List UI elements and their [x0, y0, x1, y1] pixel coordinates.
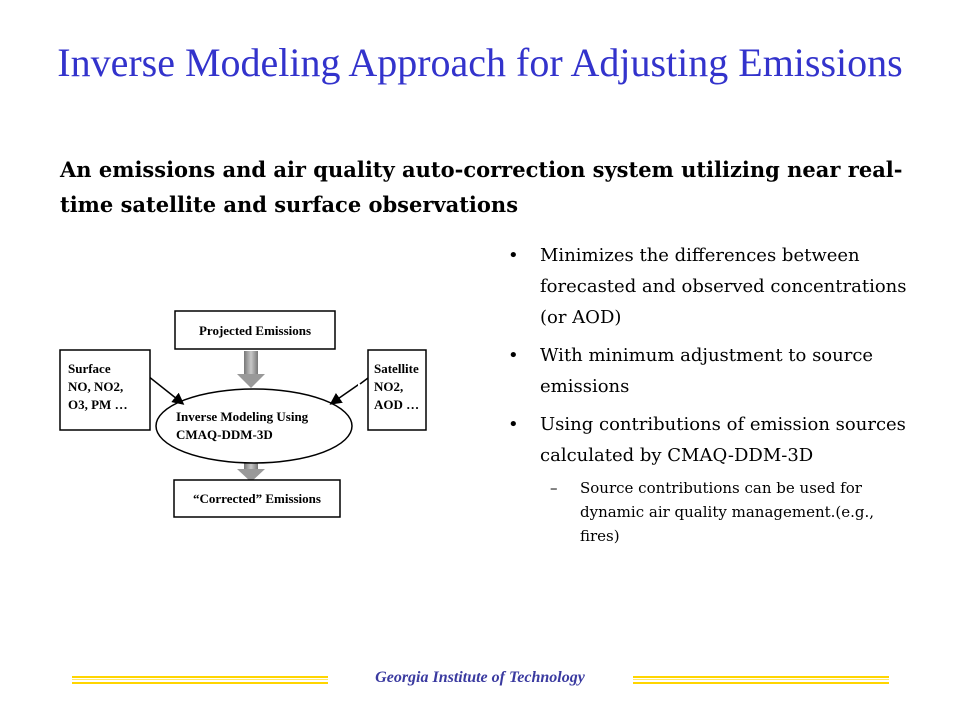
sub-bullet-text: Source contributions can be used for dynamic air quality management.(e.g., fires): [580, 479, 875, 545]
diagram-svg: [58, 300, 358, 530]
center-ellipse: [156, 389, 352, 463]
footer: [0, 668, 960, 692]
inverse-modeling-diagram: [58, 300, 358, 534]
surface-line2: O3, PM …: [68, 397, 128, 412]
bullet-dot: •: [508, 345, 519, 366]
surface-arrow: [148, 376, 182, 403]
bullet-text: Minimizes the differences between forecasted and observed concentrations (or AOD): [540, 245, 907, 328]
surface-line1: NO, NO2,: [68, 379, 124, 394]
bullet-dot: •: [508, 245, 519, 266]
sub-bullet-dash: –: [550, 479, 558, 497]
corrected-label: “Corrected” Emissions: [193, 491, 321, 506]
center-line2: CMAQ-DDM-3D: [176, 427, 273, 442]
bullet-item: [508, 409, 908, 471]
projected-label: Projected Emissions: [198, 323, 312, 338]
footer-rule-left: [72, 676, 328, 684]
surface-title: Surface: [68, 361, 111, 376]
bullet-list: [508, 240, 908, 548]
slide-subtitle: An emissions and air quality auto-correction system utilizing near real-time satellite and surface observations: [60, 157, 903, 217]
bullet-item: [508, 240, 908, 333]
bullet-text: With minimum adjustment to source emissions: [540, 345, 874, 397]
footer-rule-right: [633, 676, 889, 684]
down-arrow-top: [237, 351, 265, 388]
footer-label: Georgia Institute of Technology: [375, 669, 585, 686]
satellite-title: Satellite: [374, 361, 419, 376]
bullet-dot: •: [508, 414, 519, 435]
slide-title: Inverse Modeling Approach for Adjusting Emissions: [57, 40, 903, 85]
satellite-line2: AOD …: [374, 397, 420, 412]
satellite-panel: [340, 340, 430, 444]
satellite-arrow-stub: [360, 378, 368, 384]
sub-bullet-item: [508, 476, 908, 548]
bullet-text: Using contributions of emission sources calculated by CMAQ-DDM-3D: [540, 414, 906, 466]
bullet-item: [508, 340, 908, 402]
satellite-line1: NO2,: [374, 379, 404, 394]
satellite-svg: [340, 340, 430, 440]
center-line1: Inverse Modeling Using: [176, 409, 309, 424]
